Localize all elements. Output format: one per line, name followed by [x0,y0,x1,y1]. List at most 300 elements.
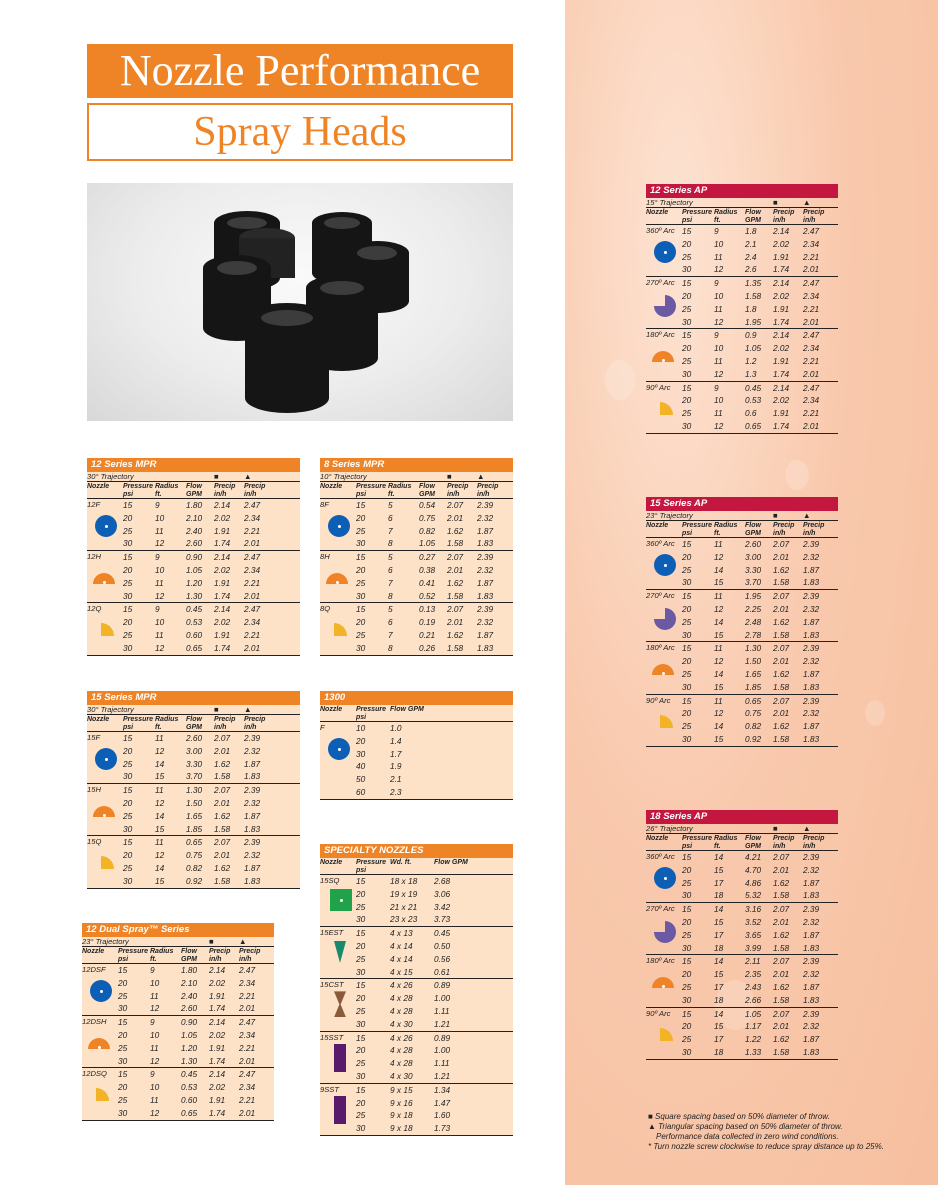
nozzles-image [87,183,513,421]
table-cell: 3.65 [745,929,762,940]
table-cell: 2.01 [244,538,261,549]
table-cell: 8 [388,590,393,601]
table-cell: 15 [714,916,724,927]
table-cell: 1.00 [434,993,451,1004]
table-cell: 1.58 [773,733,790,744]
table-cell: 1.83 [477,538,494,549]
table-cell: 1.4 [390,735,402,746]
table-cell: 1.30 [186,590,203,601]
table-cell: 1.17 [745,1021,762,1032]
table-row [87,770,300,783]
table-cell: 0.53 [186,617,203,628]
table-cell: 12 [714,420,724,431]
column-header: Precip in/h [214,483,236,498]
table-cell: 1.87 [477,577,494,588]
table-cell: 18 [714,1046,724,1057]
table-title: SPECIALTY NOZZLES [320,844,513,858]
table-cell: 20 [118,1029,128,1040]
table-row [320,616,513,629]
table-cell: 4 x 15 [390,966,413,977]
table-row [646,316,838,329]
table-cell: 1.74 [209,1055,226,1066]
table-cell: 2.01 [773,1021,790,1032]
table-cell: 18 [714,994,724,1005]
table-cell: 25 [123,629,133,640]
table-cell: 0.82 [419,525,436,536]
table-cell: 1.87 [803,1034,820,1045]
table-cell: 1.58 [773,890,790,901]
column-headers [646,521,838,538]
table-cell: 0.21 [419,629,436,640]
table-cell: 2.01 [244,590,261,601]
table-cell: 30 [123,642,133,653]
table-cell: 2.14 [773,278,790,289]
square-spacing-icon: ■ [214,472,219,481]
table-cell: 20 [682,238,692,249]
table-cell: 1.91 [214,525,231,536]
nozzle-group [320,722,513,800]
table-cell: 30 [682,420,692,431]
nozzle-name: 15SQ [320,876,340,885]
table-cell: 2.21 [803,251,820,262]
quarter-pattern-icon [660,715,673,728]
tri-pattern-icon [334,941,346,963]
nozzle-name: 270º Arc [646,904,675,914]
table-specialty-nozzles [320,844,513,1136]
table-cell: 2.14 [214,500,231,510]
table-cell: 50 [356,774,366,785]
table-cell: 25 [356,577,366,588]
table-cell: 11 [714,355,723,366]
table-cell: 19 x 19 [390,888,418,899]
table-row [646,1020,838,1033]
table-cell: 2.01 [214,850,231,861]
table-cell: 2.14 [214,604,231,615]
table-cell: 2.32 [477,512,494,523]
table-cell: 2.10 [181,977,198,988]
nozzle-group [646,590,838,642]
table-cell: 20 [123,850,133,861]
table-cell: 3.52 [745,916,762,927]
table-cell: 8 [388,538,393,549]
table-cell: 1.20 [181,1042,198,1053]
table-cell: 25 [682,616,692,627]
trajectory-label: 23° Trajectory [646,511,693,520]
table-cell: 1.47 [434,1097,451,1108]
table-cell: 2.35 [745,969,762,980]
table-cell: 1.30 [186,785,203,796]
table-row [87,862,300,875]
table-cell: 1.74 [209,1003,226,1014]
table-cell: 1.05 [745,343,762,354]
table-12-series-mpr [87,458,300,656]
table-row [320,953,513,966]
table-cell: 15 [682,278,692,289]
table-cell: 2.34 [244,617,261,628]
column-header: Precip in/h [244,483,266,498]
table-cell: 30 [682,942,692,953]
square-spacing-icon: ■ [214,705,219,714]
table-cell: 15 [682,382,692,393]
table-cell: 3.70 [186,771,203,782]
table-cell: 30 [123,590,133,601]
table-cell: 2.21 [244,629,261,640]
table-row [646,720,838,733]
trajectory-row [646,824,838,834]
table-cell: 30 [682,316,692,327]
table-row [320,1057,513,1070]
table-cell: 17 [714,1034,724,1045]
nozzle-group [82,1068,274,1120]
table-cell: 2.21 [803,355,820,366]
table-cell: 2.34 [803,395,820,406]
table-cell: 2.34 [239,977,256,988]
table-row [646,263,838,276]
column-header: Radius ft. [155,716,179,731]
table-cell: 11 [714,591,723,602]
table-row [87,551,300,564]
table-cell: 20 [356,735,366,746]
table-cell: 30 [682,368,692,379]
table-cell: 1.58 [214,823,231,834]
table-cell: 2.07 [773,904,790,915]
nozzle-group [646,955,838,1007]
nozzle-name: 90º Arc [646,1008,671,1018]
table-cell: 11 [714,539,723,549]
table-cell: 12 [714,551,724,562]
three-pattern-icon [654,295,676,317]
table-cell: 1.58 [214,771,231,782]
table-cell: 0.89 [434,1032,451,1043]
table-15-series-mpr [87,691,300,889]
table-cell: 1.58 [214,875,231,886]
table-cell: 0.60 [186,629,203,640]
table-cell: 60 [356,786,366,797]
table-row [320,1070,513,1083]
column-header: Flow GPM [745,835,761,850]
table-cell: 12 [150,1107,160,1118]
table-cell: 0.41 [419,577,436,588]
nozzle-group [87,551,300,603]
table-cell: 30 [682,994,692,1005]
table-15-series-ap [646,497,838,747]
table-cell: 9 [155,552,160,563]
table-cell: 25 [356,1005,366,1016]
table-title: 18 Series AP [646,810,838,824]
table-cell: 4 x 14 [390,953,413,964]
table-title: 12 Series AP [646,184,838,198]
table-cell: 2.40 [186,525,203,536]
table-row [320,1005,513,1018]
table-cell: 2.39 [477,604,494,615]
table-cell: 2.01 [773,603,790,614]
table-cell: 2.07 [773,956,790,967]
table-cell: 17 [714,981,724,992]
trajectory-label: 26° Trajectory [646,824,693,833]
table-cell: 1.74 [214,642,231,653]
table-row [82,1042,274,1055]
table-cell: 0.45 [186,604,203,615]
table-cell: 1.83 [477,590,494,601]
table-cell: 2.07 [773,539,790,549]
table-cell: 2.48 [745,616,762,627]
table-cell: 2.34 [803,343,820,354]
table-cell: 1.62 [773,668,790,679]
table-cell: 1.83 [244,771,261,782]
square-spacing-icon: ■ [773,824,778,833]
half-pattern-icon [652,351,674,362]
table-cell: 15 [123,604,133,615]
table-cell: 20 [356,564,366,575]
table-cell: 2.32 [803,916,820,927]
table-row [320,1122,513,1135]
table-cell: 30 [682,681,692,692]
table-cell: 1.05 [186,564,203,575]
nozzle-group [646,695,838,747]
table-cell: 1.00 [434,1045,451,1056]
table-cell: 2.1 [390,774,402,785]
table-cell: 0.38 [419,564,436,575]
table-cell: 2.10 [186,512,203,523]
table-cell: 1.58 [447,590,464,601]
table-cell: 20 [123,564,133,575]
trajectory-row [87,472,300,482]
table-cell: 2.39 [803,643,820,654]
table-row [82,1002,274,1015]
table-cell: 2.47 [803,226,820,236]
table-cell: 1.83 [803,681,820,692]
column-headers [87,482,300,499]
table-cell: 14 [714,956,724,967]
half-pattern-icon [93,806,115,817]
table-cell: 2.07 [773,852,790,862]
trajectory-label: 10° Trajectory [320,472,367,481]
table-cell: 1.74 [773,264,790,275]
table-cell: 1.22 [745,1034,762,1045]
table-cell: 4 x 26 [390,1032,413,1043]
table-cell: 1.83 [803,1046,820,1057]
table-row [646,355,838,368]
table-cell: 2.6 [745,264,757,275]
table-cell: 10 [155,512,165,523]
table-8-series-mpr [320,458,513,656]
nozzle-group [646,277,838,329]
table-cell: 2.01 [773,656,790,667]
table-cell: 1.91 [773,355,790,366]
table-cell: 1.80 [186,500,203,510]
table-row [320,1044,513,1057]
nozzle-group [320,979,513,1031]
table-cell: 2.47 [239,1069,256,1080]
table-row [320,913,513,926]
column-header: Flow GPM [186,716,202,731]
table-cell: 25 [123,758,133,769]
table-cell: 1.95 [745,591,762,602]
table-cell: 20 [682,656,692,667]
table-cell: 6 [388,564,393,575]
table-cell: 0.75 [745,708,762,719]
table-cell: 15 [123,552,133,563]
table-cell: 0.26 [419,642,436,653]
table-cell: 2.01 [773,864,790,875]
table-row [87,512,300,525]
table-cell: 11 [155,837,164,848]
table-cell: 7 [388,629,393,640]
table-cell: 2.01 [214,745,231,756]
table-cell: 3.00 [186,745,203,756]
table-cell: 1.05 [745,1008,762,1019]
table-row [320,590,513,603]
table-cell: 1.62 [773,929,790,940]
table-cell: 2.32 [803,1021,820,1032]
table-cell: 1.83 [803,733,820,744]
table-cell: 0.89 [434,980,451,991]
square-spacing-icon: ■ [209,937,214,946]
table-cell: 2.39 [477,552,494,563]
table-cell: 1.62 [214,810,231,821]
table-row [320,629,513,642]
table-cell: 1.87 [244,862,261,873]
table-cell: 1.62 [773,721,790,732]
table-cell: 2.07 [214,837,231,848]
page-title: Nozzle Performance [87,44,513,98]
table-cell: 15 [356,876,366,886]
table-cell: 30 [118,1107,128,1118]
nozzle-group [87,499,300,551]
table-cell: 30 [682,890,692,901]
table-cell: 30 [356,1018,366,1029]
table-row [646,1008,838,1021]
table-cell: 1.58 [447,538,464,549]
square-spacing-icon: ■ [773,511,778,520]
table-cell: 2.47 [803,382,820,393]
table-cell: 10 [150,1082,160,1093]
table-cell: 10 [714,395,724,406]
table-cell: 2.14 [773,382,790,393]
table-row [87,875,300,888]
table-cell: 20 [682,343,692,354]
table-cell: 1.58 [773,577,790,588]
table-row [87,784,300,797]
table-cell: 15 [714,969,724,980]
table-cell: 1.11 [434,1005,450,1016]
table-cell: 25 [123,525,133,536]
column-header: Flow GPM [745,522,761,537]
table-cell: 1.2 [745,355,757,366]
table-cell: 11 [150,990,159,1001]
table-cell: 1.83 [803,994,820,1005]
table-row [82,1094,274,1107]
table-cell: 15 [682,643,692,654]
table-cell: 1.91 [773,303,790,314]
table-cell: 2.32 [803,969,820,980]
nozzle-name: 360º Arc [646,226,675,235]
column-header: Nozzle [646,209,669,216]
table-cell: 1.95 [745,316,762,327]
footnote-wind: Performance data collected in zero wind conditions. [656,1132,839,1141]
table-cell: 2.34 [239,1029,256,1040]
table-cell: 1.83 [477,642,494,653]
table-cell: 14 [155,810,165,821]
table-cell: 2.21 [239,1042,256,1053]
table-cell: 4 x 13 [390,928,413,939]
table-cell: 30 [356,966,366,977]
table-cell: 20 [682,290,692,301]
table-cell: 15 [682,956,692,967]
table-cell: 6 [388,617,393,628]
column-header: Nozzle [87,483,110,490]
nozzle-name: 180º Arc [646,330,675,340]
table-cell: 2.02 [214,512,231,523]
table-row [320,979,513,992]
column-header: Flow GPM [181,948,197,963]
table-cell: 1.83 [803,577,820,588]
table-cell: 2.11 [745,956,761,967]
table-cell: 2.02 [773,290,790,301]
quarter-pattern-icon [101,856,114,869]
column-headers [646,834,838,851]
column-header: Pressure psi [682,209,712,224]
table-cell: 18 [714,942,724,953]
table-cell: 1.83 [803,890,820,901]
table-cell: 7 [388,577,393,588]
table-cell: 0.19 [419,617,436,628]
strip-pattern-icon [334,1044,346,1072]
table-cell: 10 [714,238,724,249]
table-cell: 0.60 [181,1094,198,1105]
table-cell: 15 [123,837,133,848]
table-cell: 10 [714,290,724,301]
table-cell: 2.34 [244,512,261,523]
nozzle-group [646,538,838,590]
table-cell: 10 [150,977,160,988]
table-row [87,797,300,810]
page-subtitle: Spray Heads [87,103,513,161]
table-cell: 2.07 [447,604,464,615]
table-row [646,1046,838,1059]
column-header: Flow GPM [390,706,424,713]
table-cell: 3.00 [745,551,762,562]
table-cell: 2.01 [773,916,790,927]
table-cell: 30 [682,264,692,275]
table-title: 1300 [320,691,513,705]
table-cell: 2.14 [209,1017,226,1028]
table-cell: 1.87 [244,810,261,821]
table-cell: 25 [356,901,366,912]
table-cell: 2.32 [803,708,820,719]
nozzle-group [320,1032,513,1084]
table-cell: 2.01 [773,708,790,719]
table-cell: 1.0 [390,723,402,733]
nozzle-name: 15Q [87,837,102,847]
nozzle-name: F [320,723,325,732]
table-cell: 20 [682,1021,692,1032]
nozzle-name: 180º Arc [646,643,675,653]
column-header: Pressure psi [118,948,148,963]
table-cell: 0.82 [186,862,203,873]
table-row [320,760,513,773]
table-cell: 11 [714,695,723,706]
table-cell: 20 [682,395,692,406]
table-row [646,629,838,642]
table-cell: 20 [118,977,128,988]
table-cell: 4 x 30 [390,1018,413,1029]
table-row [82,964,274,977]
table-cell: 10 [356,723,366,733]
water-drop [605,360,635,400]
column-header: Precip in/h [214,716,236,731]
table-cell: 2.02 [214,617,231,628]
